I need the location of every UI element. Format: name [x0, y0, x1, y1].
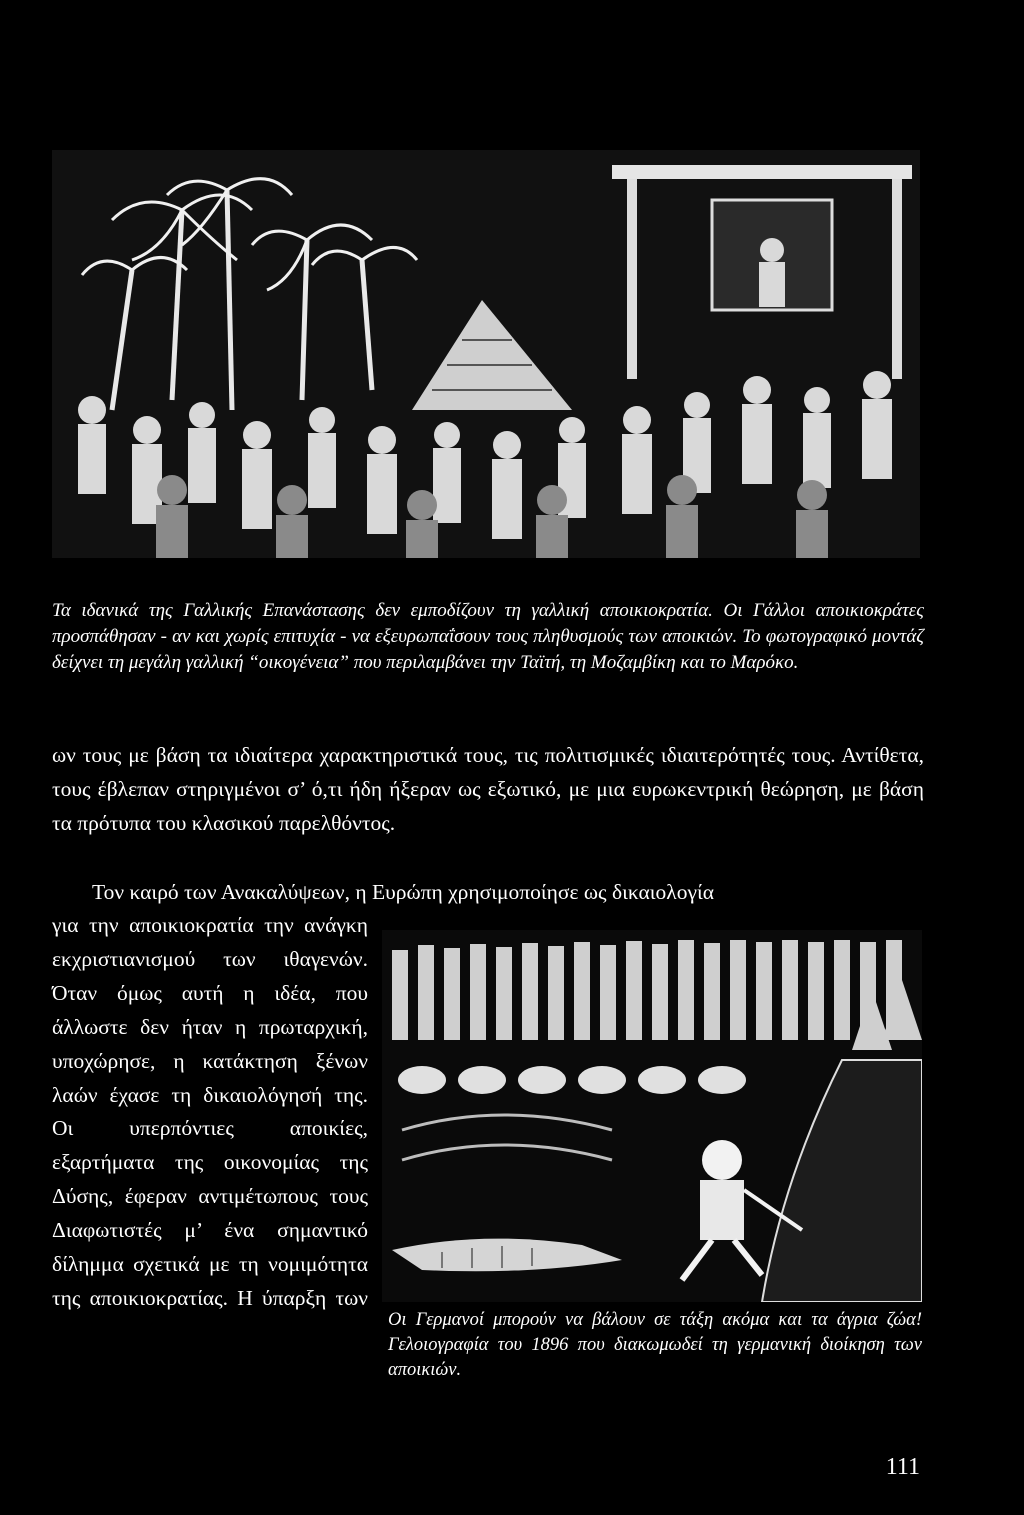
page-number: 111	[885, 1454, 920, 1480]
body-paragraph-1: ων τους με βάση τα ιδιαίτερα χαρακτηριστικά τους, τις πολιτισμικές ιδιαιτερότητές τους. Αντίθετα, τους έβλεπαν στηριγμένοι σ’ ό,τι ήδη ήξεραν ως εξωτικό, με μια ευρωκεντρική θεώρηση, με βάση τα πρότυπα του κλασικού παρελθόντος.	[52, 743, 924, 835]
body-paragraph-2-column: για την αποικιοκρατία την ανάγκη εκχριστιανισμού των ιθαγενών. Όταν όμως αυτή η ιδέα, που άλλωστε δεν ήταν η πρωταρχική, υποχώρησε, η κατάκτηση ξένων λαών έχασε τη δικαιολόγησή της. Οι υπερπόντιες αποικίες, εξαρτήματα της οικονομίας της Δύσης, έφεραν αντιμέτωπους τους Διαφωτιστές μ’ ένα σημαντικό δίλημμα σχετικά με τη νομιμότητα της αποικιοκρατίας. Η ύπαρξη των	[52, 913, 368, 1310]
german-army-animals-cartoon	[382, 930, 922, 1302]
colonial-family-photo-montage	[52, 150, 920, 558]
cartoon-illustration-icon	[382, 930, 922, 1302]
photo-montage-illustration-icon	[52, 150, 920, 558]
cartoon-caption: Οι Γερμανοί μπορούν να βάλουν σε τάξη ακόμα και τα άγρια ζώα! Γελοιογραφία του 1896 που διακωμωδεί τη γερμανική διοίκηση των αποικιών.	[388, 1310, 922, 1380]
photo-caption: Τα ιδανικά της Γαλλικής Επανάστασης δεν εμποδίζουν τη γαλλική αποικιοκρατία. Οι Γάλλοι αποικιοκράτες προσπάθησαν - αν και χωρίς επιτυχία - να εξευρωπαΐσουν τους πληθυσμούς των αποικιών. Το φωτογραφικό μοντάζ δείχνει τη μεγάλη γαλλική “οικογένεια” που περιλαμβάνει την Ταϊτή, τη Μοζαμβίκη και το Μαρόκο.	[52, 600, 924, 673]
body-paragraph-2-start: Τον καιρό των Ανακαλύψεων, η Ευρώπη χρησιμοποίησε ως δικαιολογία	[92, 880, 715, 904]
